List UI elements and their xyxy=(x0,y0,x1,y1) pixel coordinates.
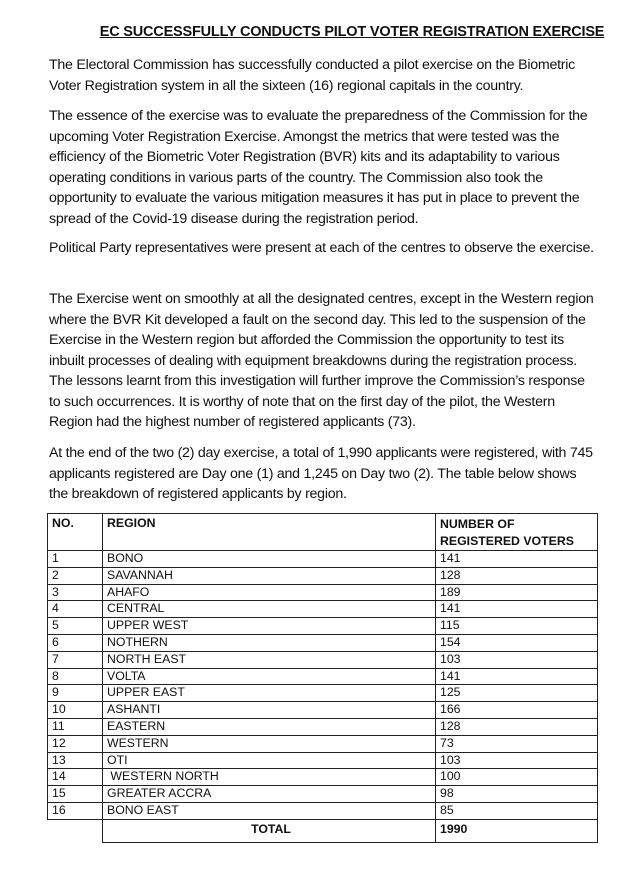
cell-registered-count: 128 xyxy=(436,567,598,584)
cell-no: 15 xyxy=(48,786,103,803)
cell-region: NORTH EAST xyxy=(103,651,436,668)
header-registered-voters: NUMBER OF REGISTERED VOTERS xyxy=(436,514,598,551)
cell-registered-count: 128 xyxy=(436,718,598,735)
table-row xyxy=(48,601,598,618)
cell-no: 3 xyxy=(48,584,103,601)
cell-no: 4 xyxy=(48,601,103,618)
table-row xyxy=(48,618,598,635)
cell-registered-count: 125 xyxy=(436,685,598,702)
cell-no: 10 xyxy=(48,702,103,719)
cell-region: NOTHERN xyxy=(103,634,436,651)
paragraph-totals: At the end of the two (2) day exercise, a total of 1,990 applicants were registered, with 745 applicants registered are Day one (1) and 1,245 on Day two (2). The table below shows the breakdown of registered applicants by region. xyxy=(49,445,593,502)
cell-region: ASHANTI xyxy=(103,702,436,719)
cell-region: BONO xyxy=(103,551,436,568)
total-value: 1990 xyxy=(436,819,598,842)
cell-no: 12 xyxy=(48,735,103,752)
table-row xyxy=(48,685,598,702)
table-total-row xyxy=(48,819,598,842)
cell-no: 11 xyxy=(48,718,103,735)
cell-region: OTI xyxy=(103,752,436,769)
cell-no: 16 xyxy=(48,802,103,819)
registration-table xyxy=(47,513,598,843)
cell-region: CENTRAL xyxy=(103,601,436,618)
table-row xyxy=(48,718,598,735)
paragraph-essence: The essence of the exercise was to evaluate the preparedness of the Commission for the upcoming Voter Registration Exercise. Amongst the metrics that were tested was the efficiency of the Biometric Voter Registration (BVR) kits and its adaptability to various operating conditions in various parts of the country. The Commission also took the opportunity to evaluate the various mitigation measures it has put in place to prevent the spread of the Covid-19 disease during the registration period. xyxy=(49,108,588,227)
cell-no: 6 xyxy=(48,634,103,651)
table-row xyxy=(48,702,598,719)
cell-registered-count: 141 xyxy=(436,551,598,568)
table-row xyxy=(48,634,598,651)
cell-region: GREATER ACCRA xyxy=(103,786,436,803)
cell-no: 5 xyxy=(48,618,103,635)
cell-region: WESTERN NORTH xyxy=(103,769,436,786)
table-row xyxy=(48,668,598,685)
cell-registered-count: 115 xyxy=(436,618,598,635)
table-header-row xyxy=(48,514,598,551)
cell-no: 9 xyxy=(48,685,103,702)
cell-no: 8 xyxy=(48,668,103,685)
cell-registered-count: 141 xyxy=(436,668,598,685)
cell-no: 13 xyxy=(48,752,103,769)
paragraph-exercise-progress: The Exercise went on smoothly at all the designated centres, except in the Western region where the BVR Kit developed a fault on the second day. This led to the suspension of the Exercise in the Western region but afforded the Commission the opportunity to test its inbuilt processes of dealing with equipment breakdowns during the registration process. The lessons learnt from this investigation will further improve the Commission’s response to such occurrences. It is worthy of note that on the first day of the pilot, the Western Region had the highest number of registered applicants (73). xyxy=(49,291,594,430)
table-row xyxy=(48,786,598,803)
document-title xyxy=(0,24,634,40)
cell-registered-count: 103 xyxy=(436,651,598,668)
cell-registered-count: 154 xyxy=(436,634,598,651)
table-body xyxy=(48,551,598,820)
total-label: TOTAL xyxy=(103,819,436,842)
table-row xyxy=(48,584,598,601)
cell-no: 1 xyxy=(48,551,103,568)
table-row xyxy=(48,769,598,786)
cell-registered-count: 166 xyxy=(436,702,598,719)
table-row xyxy=(48,802,598,819)
paragraph-party-representatives: Political Party representatives were present at each of the centres to observe the exercise. xyxy=(49,240,594,256)
cell-registered-count: 73 xyxy=(436,735,598,752)
table-row xyxy=(48,567,598,584)
cell-region: BONO EAST xyxy=(103,802,436,819)
table-row xyxy=(48,651,598,668)
cell-registered-count: 85 xyxy=(436,802,598,819)
cell-no: 7 xyxy=(48,651,103,668)
cell-registered-count: 141 xyxy=(436,601,598,618)
header-region: REGION xyxy=(103,514,436,551)
cell-region: VOLTA xyxy=(103,668,436,685)
cell-region: UPPER EAST xyxy=(103,685,436,702)
header-no: NO. xyxy=(48,514,103,551)
cell-region: EASTERN xyxy=(103,718,436,735)
cell-region: UPPER WEST xyxy=(103,618,436,635)
total-empty-cell xyxy=(48,819,103,842)
cell-registered-count: 103 xyxy=(436,752,598,769)
cell-region: WESTERN xyxy=(103,735,436,752)
cell-region: SAVANNAH xyxy=(103,567,436,584)
cell-registered-count: 100 xyxy=(436,769,598,786)
cell-no: 14 xyxy=(48,769,103,786)
paragraph-intro: The Electoral Commission has successfully conducted a pilot exercise on the Biometric Voter Registration system in all the sixteen (16) regional capitals in the country. xyxy=(49,57,576,94)
document-title-text: EC SUCCESSFULLY CONDUCTS PILOT VOTER REGISTRATION EXERCISE xyxy=(99,24,605,40)
cell-region: AHAFO xyxy=(103,584,436,601)
cell-registered-count: 189 xyxy=(436,584,598,601)
table-row xyxy=(48,551,598,568)
table-row xyxy=(48,735,598,752)
cell-registered-count: 98 xyxy=(436,786,598,803)
cell-no: 2 xyxy=(48,567,103,584)
table-row xyxy=(48,752,598,769)
